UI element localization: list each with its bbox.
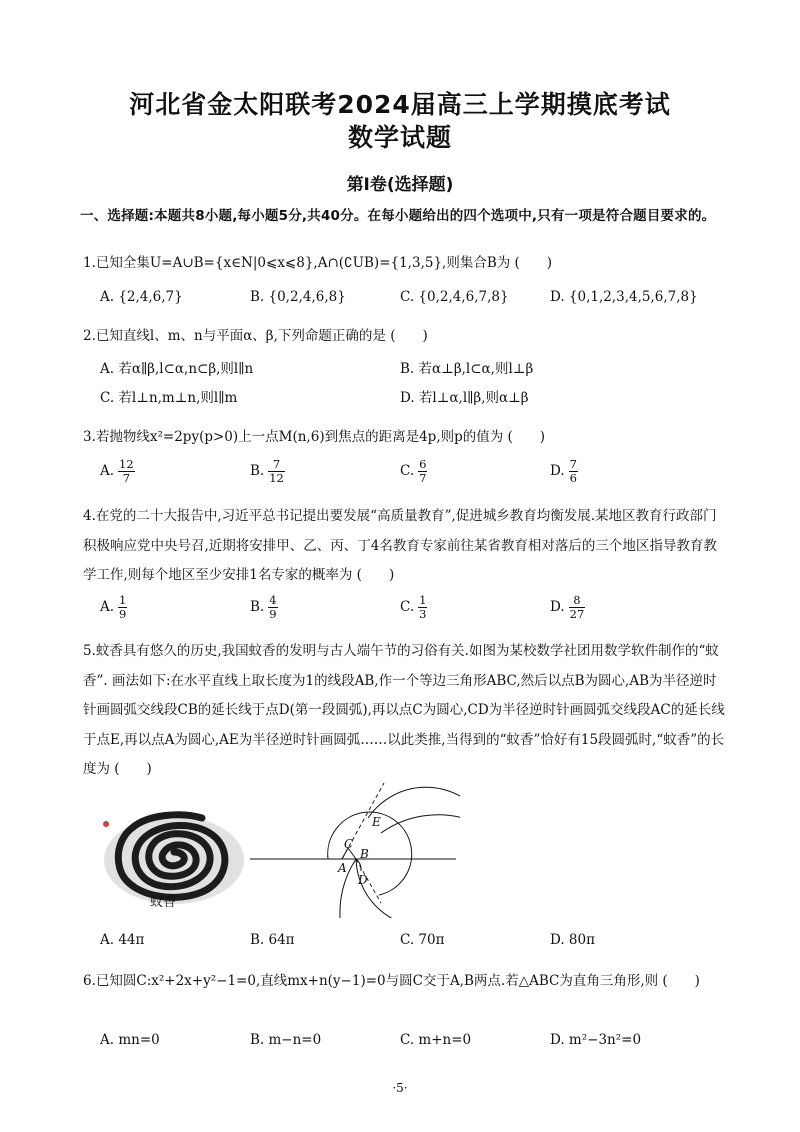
q5-option-c: C. 70π bbox=[400, 932, 445, 948]
q4-option-b bbox=[250, 594, 278, 621]
q6-option-b: B. m−n=0 bbox=[250, 1032, 322, 1048]
fraction bbox=[569, 594, 586, 621]
part-heading: 第Ⅰ卷(选择题) bbox=[346, 175, 454, 195]
q3-option-b bbox=[250, 458, 285, 485]
point-label-e: E bbox=[372, 815, 381, 829]
q4-option-c bbox=[400, 594, 427, 621]
numerator: 1 bbox=[119, 593, 127, 607]
q3-option-d bbox=[550, 458, 578, 485]
q1-option-b: B. {0,2,4,6,8} bbox=[250, 289, 346, 305]
q1-option-d: D. {0,1,2,3,4,5,6,7,8} bbox=[550, 289, 698, 305]
exam-subject: 数学试题 bbox=[347, 123, 452, 152]
q6-option-d: D. m²−3n²=0 bbox=[550, 1032, 642, 1048]
q3-option-a bbox=[100, 458, 135, 485]
question-1-stem: 1.已知全集U=A∪B={x∈N|0⩽x⩽8},A∩(∁UB)={1,3,5},则集合B为 ( ) bbox=[83, 255, 553, 271]
figure-caption: 蚊香 bbox=[150, 895, 177, 910]
section-instruction: 一、选择题:本题共8小题,每小题5分,共40分。在每小题给出的四个选项中,只有一项是符合题目要求的。 bbox=[80, 208, 716, 224]
denominator: 9 bbox=[269, 607, 277, 621]
fraction bbox=[569, 458, 578, 485]
q3-option-c bbox=[400, 458, 427, 485]
page-number: ·5· bbox=[392, 1081, 408, 1095]
point-label-d: D bbox=[358, 873, 368, 887]
option-letter: C. bbox=[400, 599, 415, 615]
numerator: 4 bbox=[269, 593, 277, 607]
fraction bbox=[268, 594, 277, 621]
denominator: 6 bbox=[569, 471, 577, 485]
question-6-stem: 6.已知圆C:x²+2x+y²−1=0,直线mx+n(y−1)=0与圆C交于A,B两点.若△ABC为直角三角形,则 ( ) bbox=[83, 973, 700, 989]
option-letter: B. bbox=[250, 463, 265, 479]
denominator: 12 bbox=[269, 471, 284, 485]
numerator: 7 bbox=[268, 458, 285, 472]
option-letter: C. bbox=[400, 463, 415, 479]
q6-option-c: C. m+n=0 bbox=[400, 1032, 472, 1048]
fraction bbox=[118, 594, 127, 621]
question-5-stem: 5.蚊香具有悠久的历史,我国蚊香的发明与古人端午节的习俗有关.如图为某校数学社团用数学软件制作的“蚊香”. 画法如下:在水平直线上取长度为1的线段AB,作一个等边三角形ABC,然后以点B为圆心,AB为半径逆时针画圆弧交线段CB的延长线于点D(第一段圆弧),再以点C为圆心,CD为半径逆时针画圆弧交线段AC的延长线于点E,再以点A为圆心,AE为半径逆时针画圆弧……以此类推,当得到的“蚊香”恰好有15段圆弧时,“蚊香”的长度为 ( ) bbox=[83, 643, 725, 777]
q4-option-a bbox=[100, 594, 127, 621]
q1-option-c: C. {0,2,4,6,7,8} bbox=[400, 289, 509, 305]
q1-option-a: A. {2,4,6,7} bbox=[100, 289, 183, 305]
point-label-b: B bbox=[360, 847, 369, 861]
denominator: 7 bbox=[419, 471, 427, 485]
option-letter: D. bbox=[550, 599, 565, 615]
numerator: 1 bbox=[419, 593, 427, 607]
point-label-a: A bbox=[338, 861, 347, 875]
fraction bbox=[418, 594, 427, 621]
question-4-stem: 4.在党的二十大报告中,习近平总书记提出要发展“高质量教育”,促进城乡教育均衡发展.某地区教育行政部门积极响应党中央号召,近期将安排甲、乙、丙、丁4名教育专家前往某省教育相对落后的三个地区指导教育教学工作,则每个地区至少安排1名专家的概率为 ( ) bbox=[83, 508, 717, 583]
point-label-c: C bbox=[344, 837, 354, 851]
option-letter: A. bbox=[100, 599, 115, 615]
numerator: 12 bbox=[119, 457, 134, 471]
numerator: 7 bbox=[569, 457, 577, 471]
q4-option-d bbox=[550, 594, 585, 621]
fraction bbox=[118, 458, 135, 485]
q2-option-a: A. 若α∥β,l⊂α,n⊂β,则l∥n bbox=[100, 361, 254, 377]
denominator: 3 bbox=[419, 607, 427, 621]
option-letter: B. bbox=[250, 599, 265, 615]
option-letter: D. bbox=[550, 463, 565, 479]
numerator: 6 bbox=[419, 457, 427, 471]
question-3-stem: 3.若抛物线x²=2py(p>0)上一点M(n,6)到焦点的距离是4p,则p的值为 ( ) bbox=[83, 429, 546, 445]
q2-option-d: D. 若l⊥α,l∥β,则α⊥β bbox=[400, 390, 529, 406]
numerator: 8 bbox=[569, 594, 586, 608]
q2-option-c: C. 若l⊥n,m⊥n,则l∥m bbox=[100, 390, 238, 406]
q5-option-a: A. 44π bbox=[100, 932, 145, 948]
q2-option-b: B. 若α⊥β,l⊂α,则l⊥β bbox=[400, 361, 534, 377]
q5-option-d: D. 80π bbox=[550, 932, 595, 948]
q5-option-b: B. 64π bbox=[250, 932, 295, 948]
spiral-diagram bbox=[248, 778, 460, 918]
fraction bbox=[268, 458, 285, 485]
q6-option-a: A. mn=0 bbox=[100, 1032, 160, 1048]
denominator: 9 bbox=[119, 607, 127, 621]
denominator: 27 bbox=[569, 607, 585, 621]
question-2-stem: 2.已知直线l、m、n与平面α、β,下列命题正确的是 ( ) bbox=[83, 328, 428, 344]
option-letter: A. bbox=[100, 463, 115, 479]
denominator: 7 bbox=[122, 471, 131, 485]
exam-title: 河北省金太阳联考2024届高三上学期摸底考试 bbox=[129, 90, 671, 119]
fraction bbox=[418, 458, 427, 485]
